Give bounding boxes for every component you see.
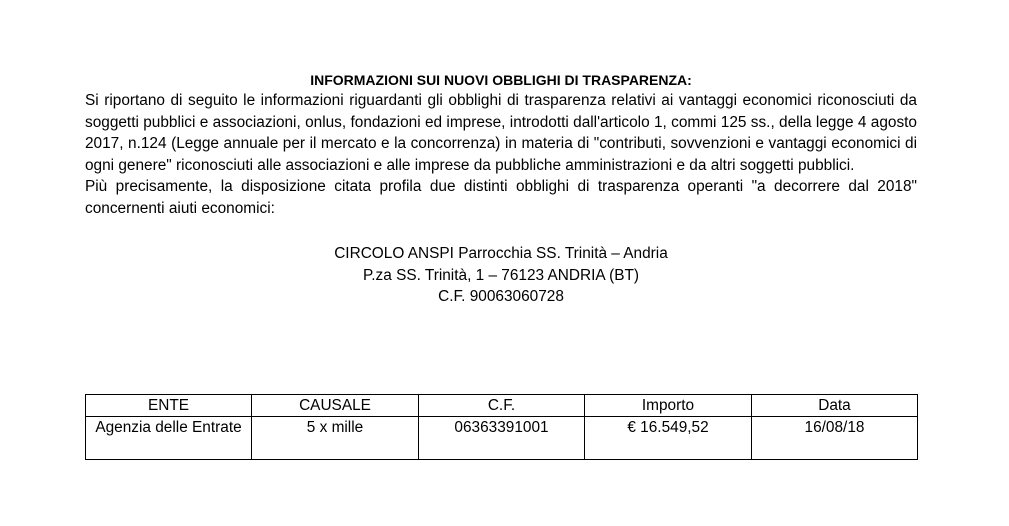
column-header-data: Data	[752, 395, 918, 417]
table-row	[86, 417, 918, 460]
column-header-cf: C.F.	[419, 395, 585, 417]
table-header-row	[86, 395, 918, 417]
organization-block	[85, 243, 917, 308]
organization-name: CIRCOLO ANSPI Parrocchia SS. Trinità – Andria	[334, 245, 668, 262]
cell-causale: 5 x mille	[252, 417, 419, 460]
cell-importo: € 16.549,52	[585, 417, 752, 460]
cell-ente: Agenzia delle Entrate	[86, 417, 252, 460]
organization-address: P.za SS. Trinità, 1 – 76123 ANDRIA (BT)	[362, 266, 640, 284]
section-heading: INFORMAZIONI SUI NUOVI OBBLIGHI DI TRASPARENZA:	[310, 72, 692, 88]
cell-cf: 06363391001	[419, 417, 585, 460]
detail-paragraph: Più precisamente, la disposizione citata profila due distinti obblighi di trasparenza operanti "a decorrere dal 2018" concernenti aiuti economici:	[85, 178, 917, 217]
document-body	[85, 70, 917, 308]
column-header-ente: ENTE	[86, 395, 252, 417]
column-header-importo: Importo	[585, 395, 752, 417]
column-header-causale: CAUSALE	[252, 395, 419, 417]
organization-tax-code: C.F. 90063060728	[438, 288, 564, 305]
economic-aid-table	[85, 394, 918, 460]
cell-data: 16/08/18	[752, 417, 918, 460]
intro-paragraph: Si riportano di seguito le informazioni riguardanti gli obblighi di trasparenza relativi ai vantaggi economici riconosciuti da soggetti pubblici e associazioni, onlus, fondazioni ed imprese, introdotti dall'articolo 1, commi 125 ss., della legge 4 agosto 2017, n.124 (Legge annuale per il mercato e la concorrenza) in materia di "contributi, sovvenzioni e vantaggi economici di ogni genere" riconosciuti alle associazioni e alle imprese da pubbliche amministrazioni e da altri soggetti pubblici.	[85, 92, 917, 174]
